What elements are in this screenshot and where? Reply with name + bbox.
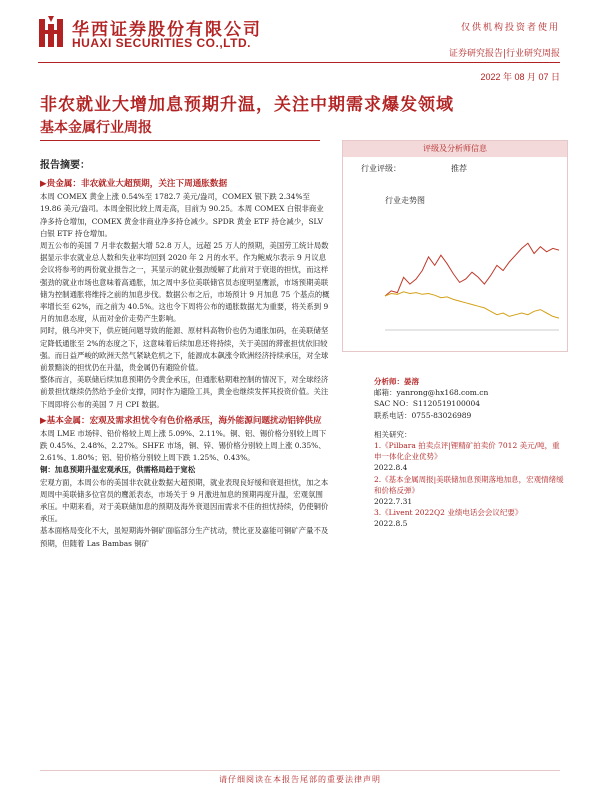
- analyst-phone: 联系电话：0755-83026989: [374, 410, 472, 420]
- copper-subheading: 铜：加息预期升温宏观承压，供需格局趋于宽松: [40, 465, 196, 475]
- footer-divider: [40, 770, 560, 771]
- related-item-date: 2022.8.4: [374, 463, 408, 473]
- summary-heading: 报告摘要：: [40, 160, 90, 171]
- related-item-title[interactable]: 3.《Livent 2022Q2 业绩电话会会议纪要》: [374, 508, 523, 518]
- analyst-info: [374, 376, 566, 530]
- related-item-date: 2022.7.31: [374, 497, 413, 507]
- analyst-label: 分析师：: [374, 377, 404, 386]
- related-item-date: 2022.8.5: [374, 519, 408, 529]
- company-name-en: HUAXI SECURITIES CO.,LTD.: [72, 36, 251, 50]
- copper-paragraph-1: 宏观方面，本周公布的美国非农就业数据大超预期，就业表现良好缓和衰退担忧，加之本周周中美联储多位官员的鹰派表态，市场关于 9 月激进加息的预期再度升温，宏观氛围承压。中期来看，对于美联储加息的预期及海外衰退因而需求不佳的担忧持续，仍使铜价承压。: [40, 477, 329, 524]
- gold-paragraph-3: 同时，俄乌冲突下，供应链问题导致的能源、原材料高物价也仍为通胀加码，在美联储坚定降低通胀至 2%的态度之下，这意味着后续加息还将持续，关于美国的滞涨担忧依旧较强。而日益严峻的欧洲天然气紧缺危机之下，能源成本飙涨令欧洲经济持续承压，对全球前景黯淡的担忧仍在升温，贵金属仍有避险价值。: [40, 326, 329, 373]
- summary-column: [40, 160, 330, 550]
- gold-paragraph-2: 周五公布的美国 7 月非农数据大增 52.8 万人，远超 25 万人的预期，美国劳工统计局数据显示非农就业总人数和失业率均回到 2020 年 2 月的水平。作为鲍威尔表示 9 月议息会议将参考的两份就业报告之一，其显示的就业强劲缓解了此前对于衰退的担忧，而这样强劲的就业市场也意味着高通胀，加之周中多位美联储官员态度明显鹰派，市场预期美联储为控制通胀将维持之前的加息步伐。数据公布之后，市场预计 9 月加息 75 个基点的概率增长至 62%，而之前为 40.5%。这也令下周将公布的通胀数据尤为重要，将关系到 9 月的加息态度，从而对金价走势产生影响。: [40, 241, 330, 324]
- rating-box-header: 评级及分析师信息: [343, 141, 567, 157]
- base-metal-section-lead: ▶基本金属：宏观及需求担忧令有色价格承压，海外能源问题扰动铝锌供应: [40, 415, 322, 426]
- chart-series-line-1: [385, 243, 559, 296]
- report-date: 2022 年 08 月 07 日: [480, 72, 560, 82]
- header-divider: [38, 62, 560, 63]
- industry-trend-chart: [379, 209, 565, 351]
- rating-box: [342, 140, 568, 352]
- report-category: 证券研究报告|行业研究周报: [448, 49, 560, 59]
- gold-paragraph-4: 整体而言，美联储后续加息预期仍令黄金承压，但通胀粘期难控制的情况下，对全球经济前景担忧继续仍然给予金价支撑，同时作为避险工具，黄金也继续发挥其投资价值。关注下周即将公布的美国 7 月 CPI 数据。: [40, 375, 329, 409]
- analyst-name: 晏溶: [404, 377, 419, 386]
- company-name-cn: 华西证券股份有限公司: [72, 20, 262, 40]
- analyst-sac: SAC NO：S1120519100004: [374, 399, 481, 409]
- related-item-title[interactable]: 1.《Pilbara 拍卖点评|锂精矿拍卖价 7012 美元/吨，重申一体化企业优势》: [374, 441, 560, 462]
- rating-label: 行业评级：: [361, 164, 401, 173]
- related-item-title[interactable]: 2.《基本金属周报|美联储加息预期落地加息，宏观情绪缓和价格反弹》: [374, 474, 564, 495]
- analyst-email: 邮箱：yanrong@hx168.com.cn: [374, 388, 489, 398]
- chart-series-line-2: [385, 292, 559, 318]
- chart-title: 行业走势图: [385, 196, 425, 205]
- report-title: 非农就业大增加息预期升温，关注中期需求爆发领域: [40, 95, 454, 115]
- copper-paragraph-2: 基本面格局变化不大，虽短期海外铜矿面临部分生产扰动，赞比亚及嘉能可铜矿产量不及预期，但随着 Las Bambas 铜矿: [40, 526, 329, 548]
- related-heading: 相关研究：: [374, 429, 412, 439]
- gold-paragraph-1: 本周 COMEX 黄金上涨 0.54%至 1782.7 美元/盎司，COMEX 银下跌 2.34%至 19.86 美元/盎司。本周金银比较上周走高，目前为 90.25。本周 COMEX 白银非商业净多持仓增加，COMEX 黄金非商业净多持仓减少。SPDR 黄金 ETF 持仓减少，SLV 白银 ETF 持仓增加。: [40, 192, 324, 238]
- subtitle-divider: [40, 140, 320, 141]
- report-subtitle: 基本金属行业周报: [40, 120, 152, 136]
- base-metal-paragraph-1: 本周 LME 市场锌、铅价格较上周上涨 5.09%、2.11%。铜、铝、锡价格分别较上周下跌 0.45%、2.48%、2.27%。SHFE 市场，铜、锌、锡价格分别较上周上涨 0.35%、2.61%、1.80%；铝、铅价格分别较上周下跌 1.25%、0.43%。: [40, 428, 327, 463]
- audience-note: 仅供机构投资者使用: [460, 23, 560, 33]
- huaxi-logo-icon: [38, 16, 64, 50]
- rating-value: 推荐: [451, 164, 467, 173]
- gold-section-lead: ▶贵金属：非农就业大超预期，关注下周通胀数据: [40, 179, 228, 190]
- legal-disclaimer[interactable]: 请仔细阅读在本报告尾部的重要法律声明: [219, 775, 381, 784]
